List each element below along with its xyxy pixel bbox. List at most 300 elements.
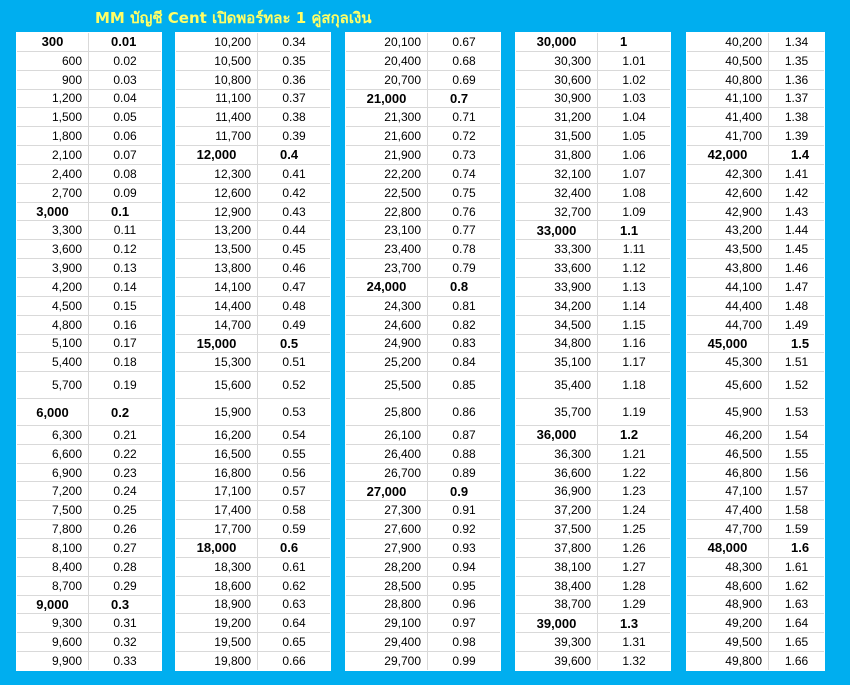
balance-cell: 7,800 (17, 520, 89, 538)
balance-cell: 22,200 (346, 165, 428, 183)
balance-cell: 48,600 (687, 577, 769, 595)
lot-size-cell: 1 (620, 34, 628, 50)
table-row (17, 353, 161, 372)
balance-cell: 10,500 (176, 52, 258, 70)
balance-cell: 7,200 (17, 482, 89, 500)
lot-size-cell: 1.53 (784, 405, 809, 419)
balance-cell: 38,100 (516, 558, 598, 576)
lot-size-cell: 1.25 (622, 522, 646, 537)
balance-cell: 6,900 (17, 464, 89, 482)
table-row (346, 482, 500, 501)
lot-size-cell: 0.99 (452, 653, 476, 668)
lot-size-cell: 0.27 (113, 540, 137, 555)
balance-cell: 9,600 (17, 633, 89, 651)
lot-size-cell: 0.44 (282, 223, 306, 238)
balance-cell: 8,100 (17, 539, 89, 557)
lot-size-cell: 1.48 (784, 298, 809, 313)
table-row (17, 539, 161, 558)
balance-cell: 42,600 (687, 184, 769, 202)
lot-size-cell: 0.87 (452, 427, 476, 442)
lot-size-cell: 0.88 (452, 446, 476, 461)
balance-cell: 12,600 (176, 184, 258, 202)
balance-cell: 24,600 (346, 316, 428, 334)
balance-cell: 3,000 (17, 203, 89, 221)
balance-cell: 27,300 (346, 501, 428, 519)
balance-cell: 300 (17, 33, 89, 51)
balance-cell: 22,800 (346, 203, 428, 221)
balance-cell: 33,000 (516, 221, 598, 239)
lot-size-cell: 0.11 (113, 223, 137, 238)
table-row (516, 539, 670, 558)
table-row (176, 203, 330, 222)
table-row (516, 520, 670, 539)
balance-cell: 6,600 (17, 445, 89, 463)
lot-size-cell: 0.95 (452, 578, 476, 593)
balance-cell: 33,600 (516, 259, 598, 277)
lot-size-cell: 1.1 (620, 222, 639, 238)
balance-cell: 1,500 (17, 108, 89, 126)
lot-size-cell: 0.84 (452, 355, 476, 370)
lot-size-cell: 0.78 (452, 242, 476, 257)
lot-table-3 (345, 32, 501, 671)
table-row (346, 372, 500, 399)
table-row (176, 297, 330, 316)
table-row (687, 146, 824, 165)
lot-size-cell: 0.13 (113, 261, 137, 276)
table-row (17, 520, 161, 539)
table-row (516, 614, 670, 633)
lot-size-cell: 0.83 (452, 336, 476, 351)
lot-table-5 (686, 32, 825, 671)
table-row (176, 146, 330, 165)
lot-size-cell: 1.17 (622, 355, 646, 370)
lot-size-cell: 1.39 (784, 129, 809, 144)
lot-size-cell: 0.71 (452, 110, 476, 125)
balance-cell: 25,500 (346, 372, 428, 398)
lot-size-cell: 0.28 (113, 559, 137, 574)
lot-size-cell: 1.24 (622, 503, 646, 518)
lot-size-cell: 1.52 (784, 378, 809, 393)
lot-size-cell: 0.35 (282, 53, 306, 68)
balance-cell: 9,000 (17, 596, 89, 614)
lot-size-cell: 1.13 (622, 279, 646, 294)
table-row (346, 501, 500, 520)
table-row (516, 259, 670, 278)
lot-size-cell: 1.26 (622, 540, 646, 555)
table-row (516, 240, 670, 259)
lot-size-cell: 1.05 (622, 129, 646, 144)
balance-cell: 12,900 (176, 203, 258, 221)
lot-size-cell: 1.47 (784, 279, 809, 294)
table-row (17, 259, 161, 278)
table-row (687, 633, 824, 652)
lot-size-cell: 1.62 (784, 578, 809, 593)
lot-size-cell: 1.42 (784, 185, 809, 200)
table-row (176, 558, 330, 577)
lot-size-cell: 0.24 (113, 484, 137, 499)
balance-cell: 45,900 (687, 399, 769, 425)
lot-size-cell: 0.37 (282, 91, 306, 106)
lot-size-cell: 1.36 (784, 72, 809, 87)
lot-size-cell: 0.31 (113, 616, 137, 631)
table-row (687, 596, 824, 615)
table-row (516, 577, 670, 596)
balance-cell: 14,100 (176, 278, 258, 296)
table-row (516, 203, 670, 222)
balance-cell: 6,300 (17, 426, 89, 444)
balance-cell: 12,000 (176, 146, 258, 164)
lot-size-cell: 0.02 (113, 53, 137, 68)
balance-cell: 29,400 (346, 633, 428, 651)
table-row (516, 52, 670, 71)
lot-size-cell: 1.06 (622, 147, 646, 162)
table-row (687, 577, 824, 596)
table-row (17, 614, 161, 633)
balance-cell: 45,600 (687, 372, 769, 398)
table-row (346, 520, 500, 539)
balance-cell: 16,200 (176, 426, 258, 444)
table-row (516, 633, 670, 652)
balance-cell: 46,200 (687, 426, 769, 444)
lot-size-cell: 1.22 (622, 465, 646, 480)
lot-size-cell: 0.7 (450, 90, 469, 106)
table-row (346, 335, 500, 354)
table-row (346, 596, 500, 615)
table-row (687, 52, 824, 71)
table-row (346, 221, 500, 240)
lot-size-cell: 1.34 (784, 34, 809, 49)
table-row (346, 146, 500, 165)
table-row (176, 614, 330, 633)
balance-cell: 25,200 (346, 353, 428, 371)
balance-cell: 44,100 (687, 278, 769, 296)
lot-size-cell: 0.26 (113, 522, 137, 537)
table-row (516, 33, 670, 52)
lot-size-cell: 0.6 (280, 540, 299, 556)
table-row (687, 399, 824, 426)
balance-cell: 24,000 (346, 278, 428, 296)
lot-size-cell: 0.55 (282, 446, 306, 461)
lot-size-cell: 0.38 (282, 110, 306, 125)
balance-cell: 26,100 (346, 426, 428, 444)
balance-cell: 35,100 (516, 353, 598, 371)
table-row (17, 71, 161, 90)
lot-size-cell: 0.53 (282, 405, 306, 419)
lot-size-cell: 0.82 (452, 317, 476, 332)
lot-size-cell: 1.21 (622, 446, 646, 461)
balance-cell: 7,500 (17, 501, 89, 519)
lot-size-cell: 0.46 (282, 261, 306, 276)
balance-cell: 4,500 (17, 297, 89, 315)
balance-cell: 47,700 (687, 520, 769, 538)
table-row (176, 71, 330, 90)
lot-size-cell: 0.63 (282, 597, 306, 612)
table-row (176, 127, 330, 146)
table-row (176, 335, 330, 354)
lot-size-cell: 0.54 (282, 427, 306, 442)
lot-table-4 (515, 32, 671, 671)
lot-size-cell: 1.5 (791, 335, 810, 351)
balance-cell: 35,700 (516, 399, 598, 425)
balance-cell: 30,000 (516, 33, 598, 51)
table-row (516, 353, 670, 372)
table-row (516, 316, 670, 335)
balance-cell: 10,800 (176, 71, 258, 89)
table-row (516, 372, 670, 399)
lot-size-cell: 1.01 (622, 53, 646, 68)
table-row (176, 652, 330, 670)
balance-cell: 15,900 (176, 399, 258, 425)
table-row (516, 71, 670, 90)
balance-cell: 31,800 (516, 146, 598, 164)
balance-cell: 17,100 (176, 482, 258, 500)
table-row (17, 221, 161, 240)
balance-cell: 48,900 (687, 596, 769, 614)
balance-cell: 21,300 (346, 108, 428, 126)
lot-size-cell: 0.04 (113, 91, 137, 106)
balance-cell: 34,500 (516, 316, 598, 334)
balance-cell: 28,500 (346, 577, 428, 595)
lot-size-cell: 0.34 (282, 34, 306, 49)
table-row (687, 240, 824, 259)
lot-size-cell: 0.76 (452, 204, 476, 219)
balance-cell: 11,400 (176, 108, 258, 126)
balance-cell: 17,700 (176, 520, 258, 538)
lot-size-cell: 0.39 (282, 129, 306, 144)
lot-size-cell: 1.66 (784, 653, 809, 668)
lot-size-cell: 1.63 (784, 597, 809, 612)
table-row (17, 316, 161, 335)
balance-cell: 27,600 (346, 520, 428, 538)
table-row (346, 297, 500, 316)
table-row (687, 652, 824, 670)
table-row (17, 596, 161, 615)
balance-cell: 27,900 (346, 539, 428, 557)
table-row (17, 146, 161, 165)
balance-cell: 23,700 (346, 259, 428, 277)
balance-cell: 30,600 (516, 71, 598, 89)
table-row (346, 316, 500, 335)
table-row (346, 633, 500, 652)
table-row (17, 108, 161, 127)
lot-size-cell: 1.09 (622, 204, 646, 219)
table-row (346, 614, 500, 633)
balance-cell: 38,400 (516, 577, 598, 595)
balance-cell: 30,300 (516, 52, 598, 70)
table-row (176, 539, 330, 558)
lot-size-cell: 0.64 (282, 616, 306, 631)
balance-cell: 13,200 (176, 221, 258, 239)
lot-size-cell: 1.54 (784, 427, 809, 442)
table-row (516, 399, 670, 426)
balance-cell: 40,800 (687, 71, 769, 89)
table-row (687, 221, 824, 240)
balance-cell: 22,500 (346, 184, 428, 202)
lot-size-cell: 0.52 (282, 378, 306, 393)
balance-cell: 4,200 (17, 278, 89, 296)
table-row (687, 558, 824, 577)
table-row (17, 90, 161, 109)
table-row (17, 297, 161, 316)
lot-size-cell: 0.89 (452, 465, 476, 480)
table-row (687, 108, 824, 127)
table-row (17, 203, 161, 222)
lot-size-cell: 1.08 (622, 185, 646, 200)
lot-size-cell: 0.32 (113, 635, 137, 650)
lot-size-cell: 0.94 (452, 559, 476, 574)
table-row (687, 316, 824, 335)
table-row (176, 520, 330, 539)
lot-size-cell: 0.5 (280, 335, 299, 351)
table-row (176, 240, 330, 259)
balance-cell: 32,700 (516, 203, 598, 221)
lot-size-cell: 0.06 (113, 129, 137, 144)
lot-size-cell: 0.91 (452, 503, 476, 518)
table-row (687, 259, 824, 278)
balance-cell: 46,500 (687, 445, 769, 463)
balance-cell: 15,300 (176, 353, 258, 371)
lot-size-cell: 0.25 (113, 503, 137, 518)
table-row (17, 184, 161, 203)
balance-cell: 44,700 (687, 316, 769, 334)
table-row (516, 335, 670, 354)
lot-size-cell: 0.09 (113, 185, 137, 200)
lot-table-2 (175, 32, 331, 671)
table-row (17, 501, 161, 520)
table-row (17, 52, 161, 71)
lot-size-cell: 1.57 (784, 484, 809, 499)
table-row (687, 165, 824, 184)
lot-size-cell: 0.97 (452, 616, 476, 631)
table-row (516, 482, 670, 501)
balance-cell: 41,100 (687, 90, 769, 108)
lot-size-cell: 0.1 (111, 204, 130, 220)
table-row (346, 278, 500, 297)
balance-cell: 9,300 (17, 614, 89, 632)
lot-size-cell: 1.27 (622, 559, 646, 574)
table-row (516, 278, 670, 297)
balance-cell: 31,200 (516, 108, 598, 126)
balance-cell: 20,400 (346, 52, 428, 70)
lot-size-cell: 1.35 (784, 53, 809, 68)
balance-cell: 34,800 (516, 335, 598, 353)
lot-size-cell: 0.59 (282, 522, 306, 537)
lot-size-cell: 0.57 (282, 484, 306, 499)
table-row (176, 577, 330, 596)
lot-size-cell: 0.43 (282, 204, 306, 219)
lot-size-cell: 0.67 (452, 34, 476, 49)
lot-size-cell: 0.21 (113, 427, 137, 442)
table-row (176, 464, 330, 483)
lot-size-cell: 0.19 (113, 378, 137, 393)
balance-cell: 48,000 (687, 539, 769, 557)
balance-cell: 14,700 (176, 316, 258, 334)
balance-cell: 36,900 (516, 482, 598, 500)
lot-size-cell: 1.11 (622, 242, 646, 257)
balance-cell: 11,700 (176, 127, 258, 145)
balance-cell: 16,800 (176, 464, 258, 482)
table-row (687, 520, 824, 539)
lot-size-cell: 0.47 (282, 279, 306, 294)
lot-size-cell: 0.92 (452, 522, 476, 537)
balance-cell: 49,500 (687, 633, 769, 651)
balance-cell: 37,800 (516, 539, 598, 557)
balance-cell: 39,000 (516, 614, 598, 632)
lot-size-cell: 1.29 (622, 597, 646, 612)
balance-cell: 31,500 (516, 127, 598, 145)
lot-size-cell: 0.65 (282, 635, 306, 650)
balance-cell: 23,400 (346, 240, 428, 258)
lot-size-cell: 0.74 (452, 166, 476, 181)
lot-size-cell: 1.3 (620, 615, 639, 631)
balance-cell: 21,900 (346, 146, 428, 164)
balance-cell: 21,000 (346, 90, 428, 108)
lot-size-cell: 1.58 (784, 503, 809, 518)
table-row (176, 108, 330, 127)
lot-size-cell: 0.69 (452, 72, 476, 87)
balance-cell: 19,800 (176, 652, 258, 670)
table-row (516, 127, 670, 146)
balance-cell: 5,700 (17, 372, 89, 398)
balance-cell: 12,300 (176, 165, 258, 183)
lot-size-cell: 0.96 (452, 597, 476, 612)
balance-cell: 18,300 (176, 558, 258, 576)
table-row (687, 464, 824, 483)
balance-cell: 39,600 (516, 652, 598, 670)
table-row (346, 577, 500, 596)
table-row (687, 614, 824, 633)
balance-cell: 20,700 (346, 71, 428, 89)
lot-size-cell: 0.98 (452, 635, 476, 650)
balance-cell: 36,000 (516, 426, 598, 444)
balance-cell: 28,200 (346, 558, 428, 576)
table-row (176, 33, 330, 52)
balance-cell: 13,500 (176, 240, 258, 258)
table-row (17, 445, 161, 464)
table-row (17, 240, 161, 259)
table-row (687, 297, 824, 316)
lot-size-cell: 1.07 (622, 166, 646, 181)
table-row (176, 316, 330, 335)
table-row (516, 464, 670, 483)
lot-size-cell: 0.4 (280, 147, 299, 163)
table-row (516, 184, 670, 203)
balance-cell: 26,400 (346, 445, 428, 463)
table-row (346, 399, 500, 426)
balance-cell: 25,800 (346, 399, 428, 425)
lot-table-1 (16, 32, 162, 671)
table-row (687, 501, 824, 520)
balance-cell: 45,300 (687, 353, 769, 371)
table-row (516, 426, 670, 445)
lot-size-cell: 0.22 (113, 446, 137, 461)
balance-cell: 3,900 (17, 259, 89, 277)
lot-size-cell: 1.64 (784, 616, 809, 631)
lot-size-cell: 0.41 (282, 166, 306, 181)
balance-cell: 3,300 (17, 221, 89, 239)
balance-cell: 46,800 (687, 464, 769, 482)
balance-cell: 47,100 (687, 482, 769, 500)
balance-cell: 43,200 (687, 221, 769, 239)
balance-cell: 37,200 (516, 501, 598, 519)
table-row (516, 297, 670, 316)
table-row (346, 203, 500, 222)
lot-size-cell: 1.15 (622, 317, 646, 332)
balance-cell: 29,700 (346, 652, 428, 670)
table-row (346, 240, 500, 259)
lot-size-cell: 0.86 (452, 405, 476, 419)
table-row (687, 71, 824, 90)
